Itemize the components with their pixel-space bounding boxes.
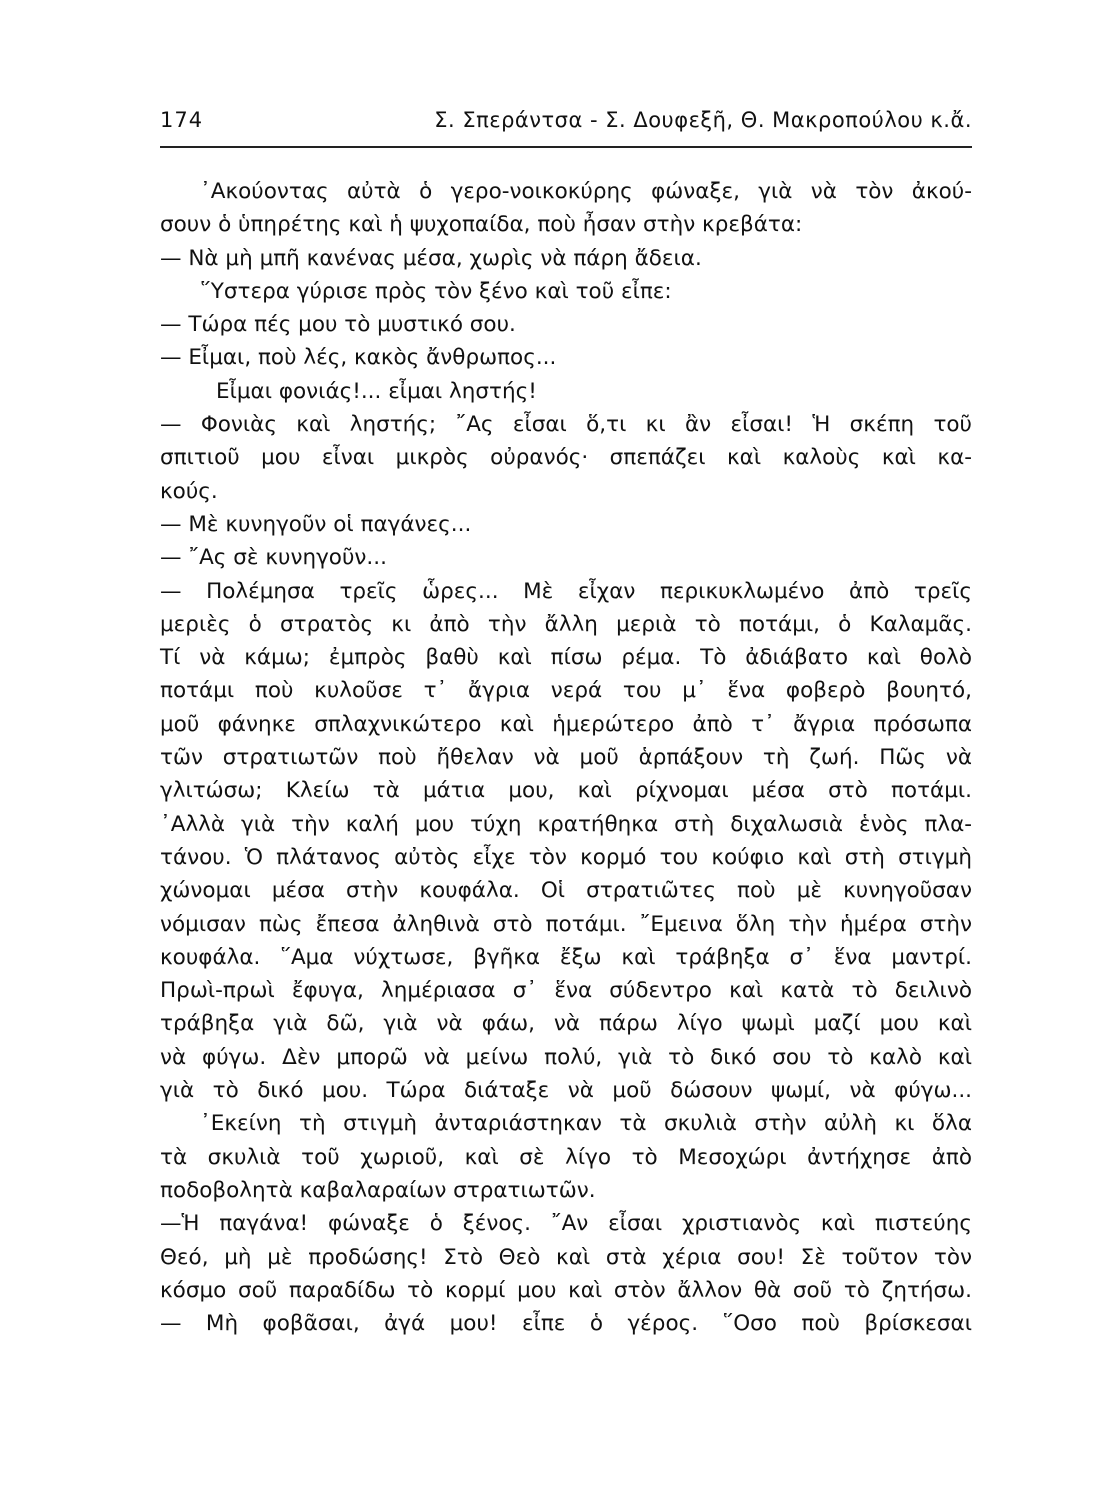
text-line: ῞Υστερα γύρισε πρὸς τὸν ξένο καὶ τοῦ εἶπε: <box>200 278 672 304</box>
text-line: Θεό, μὴ μὲ προδώσης! Στὸ Θεὸ καὶ στὰ χέρια σου! Σὲ τοῦτον τὸν <box>160 1244 972 1270</box>
text-line: χώνομαι μέσα στὴν κουφάλα. Οἱ στρατιῶτες ποὺ μὲ κυνηγοῦσαν <box>160 878 972 904</box>
text-line: Εἶμαι φονιάς!... εἶμαι ληστής! <box>216 378 537 404</box>
text-line: κούς. <box>160 478 218 504</box>
text-line: — Μὲ κυνηγοῦν οἱ παγάνες... <box>160 511 472 537</box>
text-line: μοῦ φάνηκε σπλαχνικώτερο καὶ ἡμερώτερο ἀπὸ τ᾿ ἄγρια πρόσωπα <box>160 711 972 737</box>
text-line: ποδοβολητὰ καβαλαραίων στρατιωτῶν. <box>160 1177 596 1203</box>
text-line: γιὰ τὸ δικό μου. Τώρα διάταξε νὰ μοῦ δώσουν ψωμί, νὰ φύγω... <box>160 1078 972 1104</box>
page-header <box>160 108 972 142</box>
text-line: τῶν στρατιωτῶν ποὺ ἤθελαν νὰ μοῦ ἁρπάξουν τὴ ζωή. Πῶς νὰ <box>160 745 972 771</box>
text-line: ᾿Ακούοντας αὐτὰ ὁ γερο-νοικοκύρης φώναξε, γιὰ νὰ τὸν ἀκού- <box>200 179 972 204</box>
text-line: τὰ σκυλιὰ τοῦ χωριοῦ, καὶ σὲ λίγο τὸ Μεσοχώρι ἀντήχησε ἀπὸ <box>160 1144 972 1170</box>
text-line: μεριὲς ὁ στρατὸς κι ἀπὸ τὴν ἄλλη μεριὰ τὸ ποτάμι, ὁ Καλαμᾶς. <box>160 611 972 637</box>
text-line: ποτάμι ποὺ κυλοῦσε τ᾿ ἄγρια νερά του μ᾿ ἕνα φοβερὸ βουητό, <box>160 678 972 704</box>
text-line: — Φονιὰς καὶ ληστής; ῎Ας εἶσαι ὅ,τι κι ἂν εἶσαι! Ἡ σκέπη τοῦ <box>160 412 972 438</box>
body-text <box>160 175 972 1340</box>
text-line: — ῎Ας σὲ κυνηγοῦν... <box>160 545 387 571</box>
text-line: — Τώρα πές μου τὸ μυστικό σου. <box>160 312 516 338</box>
running-head: Σ. Σπεράντσα - Σ. Δουφεξῆ, Θ. Μακροπούλου κ.ἄ. <box>434 108 972 132</box>
text-line: — Εἶμαι, ποὺ λές, κακὸς ἄνθρωπος... <box>160 345 557 371</box>
text-line: ᾿Αλλὰ γιὰ τὴν καλή μου τύχη κρατήθηκα στὴ διχαλωσιὰ ἑνὸς πλα- <box>160 811 972 837</box>
header-rule <box>160 146 972 148</box>
text-line: σουν ὁ ὑπηρέτης καὶ ἡ ψυχοπαίδα, ποὺ ἦσαν στὴν κρεβάτα: <box>160 212 803 238</box>
text-line: νὰ φύγω. Δὲν μπορῶ νὰ μείνω πολύ, γιὰ τὸ δικό σου τὸ καλὸ καὶ <box>160 1044 972 1070</box>
page-number: 174 <box>160 108 204 132</box>
text-line: — Νὰ μὴ μπῆ κανένας μέσα, χωρὶς νὰ πάρη ἄδεια. <box>160 245 702 271</box>
text-line: — Πολέμησα τρεῖς ὧρες... Μὲ εἶχαν περικυκλωμένο ἀπὸ τρεῖς <box>160 578 972 604</box>
text-line: Τί νὰ κάμω; ἐμπρὸς βαθὺ καὶ πίσω ρέμα. Τὸ ἀδιάβατο καὶ θολὸ <box>160 645 972 671</box>
text-line: τράβηξα γιὰ δῶ, γιὰ νὰ φάω, νὰ πάρω λίγο ψωμὶ μαζί μου καὶ <box>160 1011 972 1037</box>
text-line: γλιτώσω; Κλείω τὰ μάτια μου, καὶ ρίχνομαι μέσα στὸ ποτάμι. <box>160 778 972 804</box>
text-line: κουφάλα. ῞Αμα νύχτωσε, βγῆκα ἔξω καὶ τράβηξα σ᾿ ἕνα μαντρί. <box>160 944 972 970</box>
text-line: — Μὴ φοβᾶσαι, ἀγά μου! εἶπε ὁ γέρος. ῞Οσο ποὺ βρίσκεσαι <box>160 1311 972 1337</box>
text-line: νόμισαν πὼς ἔπεσα ἀληθινὰ στὸ ποτάμι. ῎Εμεινα ὅλη τὴν ἡμέρα στὴν <box>160 911 972 937</box>
text-line: τάνου. Ὁ πλάτανος αὐτὸς εἶχε τὸν κορμό του κούφιο καὶ στὴ στιγμὴ <box>160 844 972 870</box>
text-line: σπιτιοῦ μου εἶναι μικρὸς οὐρανός· σπεπάζει καὶ καλοὺς καὶ κα- <box>160 445 972 471</box>
text-line: Πρωὶ-πρωὶ ἔφυγα, λημέριασα σ᾿ ἕνα σύδεντρο καὶ κατὰ τὸ δειλινὸ <box>160 978 972 1004</box>
text-line: —Ἡ παγάνα! φώναξε ὁ ξένος. ῎Αν εἶσαι χριστιανὸς καὶ πιστεύης <box>160 1211 972 1237</box>
text-line: ᾿Εκείνη τὴ στιγμὴ ἀνταριάστηκαν τὰ σκυλιὰ στὴν αὐλὴ κι ὅλα <box>200 1111 972 1137</box>
text-line: κόσμο σοῦ παραδίδω τὸ κορμί μου καὶ στὸν ἄλλον θὰ σοῦ τὸ ζητήσω. <box>160 1277 972 1303</box>
